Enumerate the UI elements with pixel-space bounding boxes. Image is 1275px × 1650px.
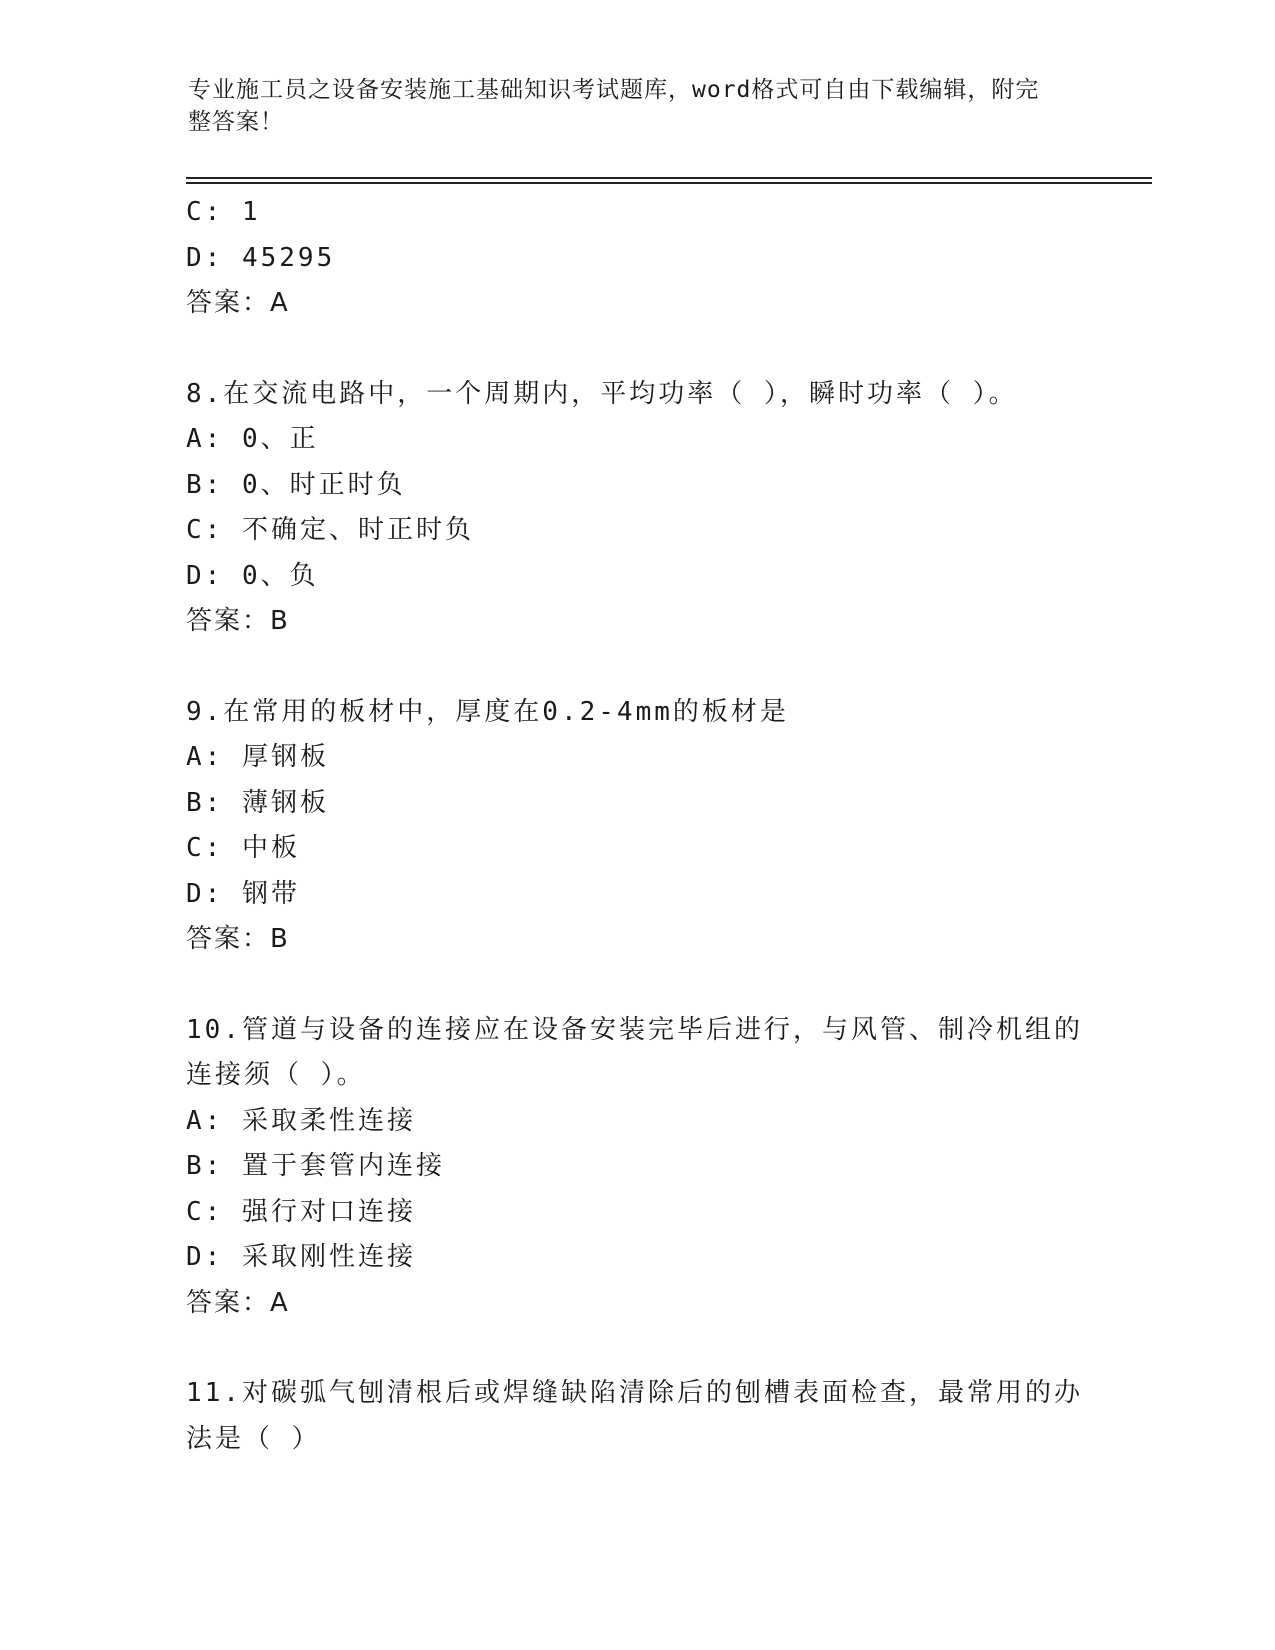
spacer (186, 1326, 1086, 1371)
option-d: D: 45295 (186, 242, 336, 273)
question-list (186, 190, 1086, 1462)
question-text-line-1: 10.管道与设备的连接应在设备安装完毕后进行，与风管、制冷机组的 (186, 1014, 1083, 1045)
question-text: 8.在交流电路中，一个周期内，平均功率（ ），瞬时功率（ ）。 (186, 378, 1018, 409)
option-c: C: 不确定、时正时负 (186, 515, 474, 545)
answer: 答案：B (186, 924, 290, 954)
question-block-8 (186, 372, 1086, 645)
option-d: D: 钢带 (186, 878, 300, 909)
answer: 答案：A (186, 288, 290, 318)
spacer (186, 645, 1086, 690)
question-block-prev (186, 190, 1086, 327)
header-line-1: 专业施工员之设备安装施工基础知识考试题库，word格式可自由下载编辑，附完 (188, 77, 1040, 103)
question-block-11 (186, 1371, 1086, 1462)
option-c: C: 强行对口连接 (186, 1196, 416, 1227)
option-b: B: 薄钢板 (186, 787, 329, 818)
question-block-9 (186, 690, 1086, 963)
spacer (186, 327, 1086, 372)
question-block-10 (186, 1008, 1086, 1327)
option-d: D: 采取刚性连接 (186, 1242, 416, 1272)
question-text-line-2: 法是（ ） (186, 1423, 321, 1454)
option-a: A: 采取柔性连接 (186, 1105, 416, 1136)
option-a: A: 厚钢板 (186, 742, 329, 772)
header-divider-top (186, 177, 1152, 179)
spacer (186, 963, 1086, 1008)
answer: 答案：A (186, 1287, 290, 1318)
question-text: 9.在常用的板材中，厚度在0.2-4mm的板材是 (186, 696, 789, 727)
answer: 答案：B (186, 606, 290, 636)
option-d: D: 0、负 (186, 560, 319, 591)
document-header (188, 74, 1088, 138)
option-a: A: 0、正 (186, 424, 319, 454)
header-divider-bottom (186, 182, 1152, 184)
question-text-line-1: 11.对碳弧气刨清根后或焊缝缺陷清除后的刨槽表面检查，最常用的办 (186, 1378, 1083, 1408)
option-b: B: 0、时正时负 (186, 469, 406, 500)
option-c: C: 1 (186, 197, 261, 227)
header-line-2: 整答案！ (188, 109, 284, 135)
option-c: C: 中板 (186, 833, 300, 863)
option-b: B: 置于套管内连接 (186, 1151, 445, 1181)
question-text-line-2: 连接须（ ）。 (186, 1060, 366, 1090)
